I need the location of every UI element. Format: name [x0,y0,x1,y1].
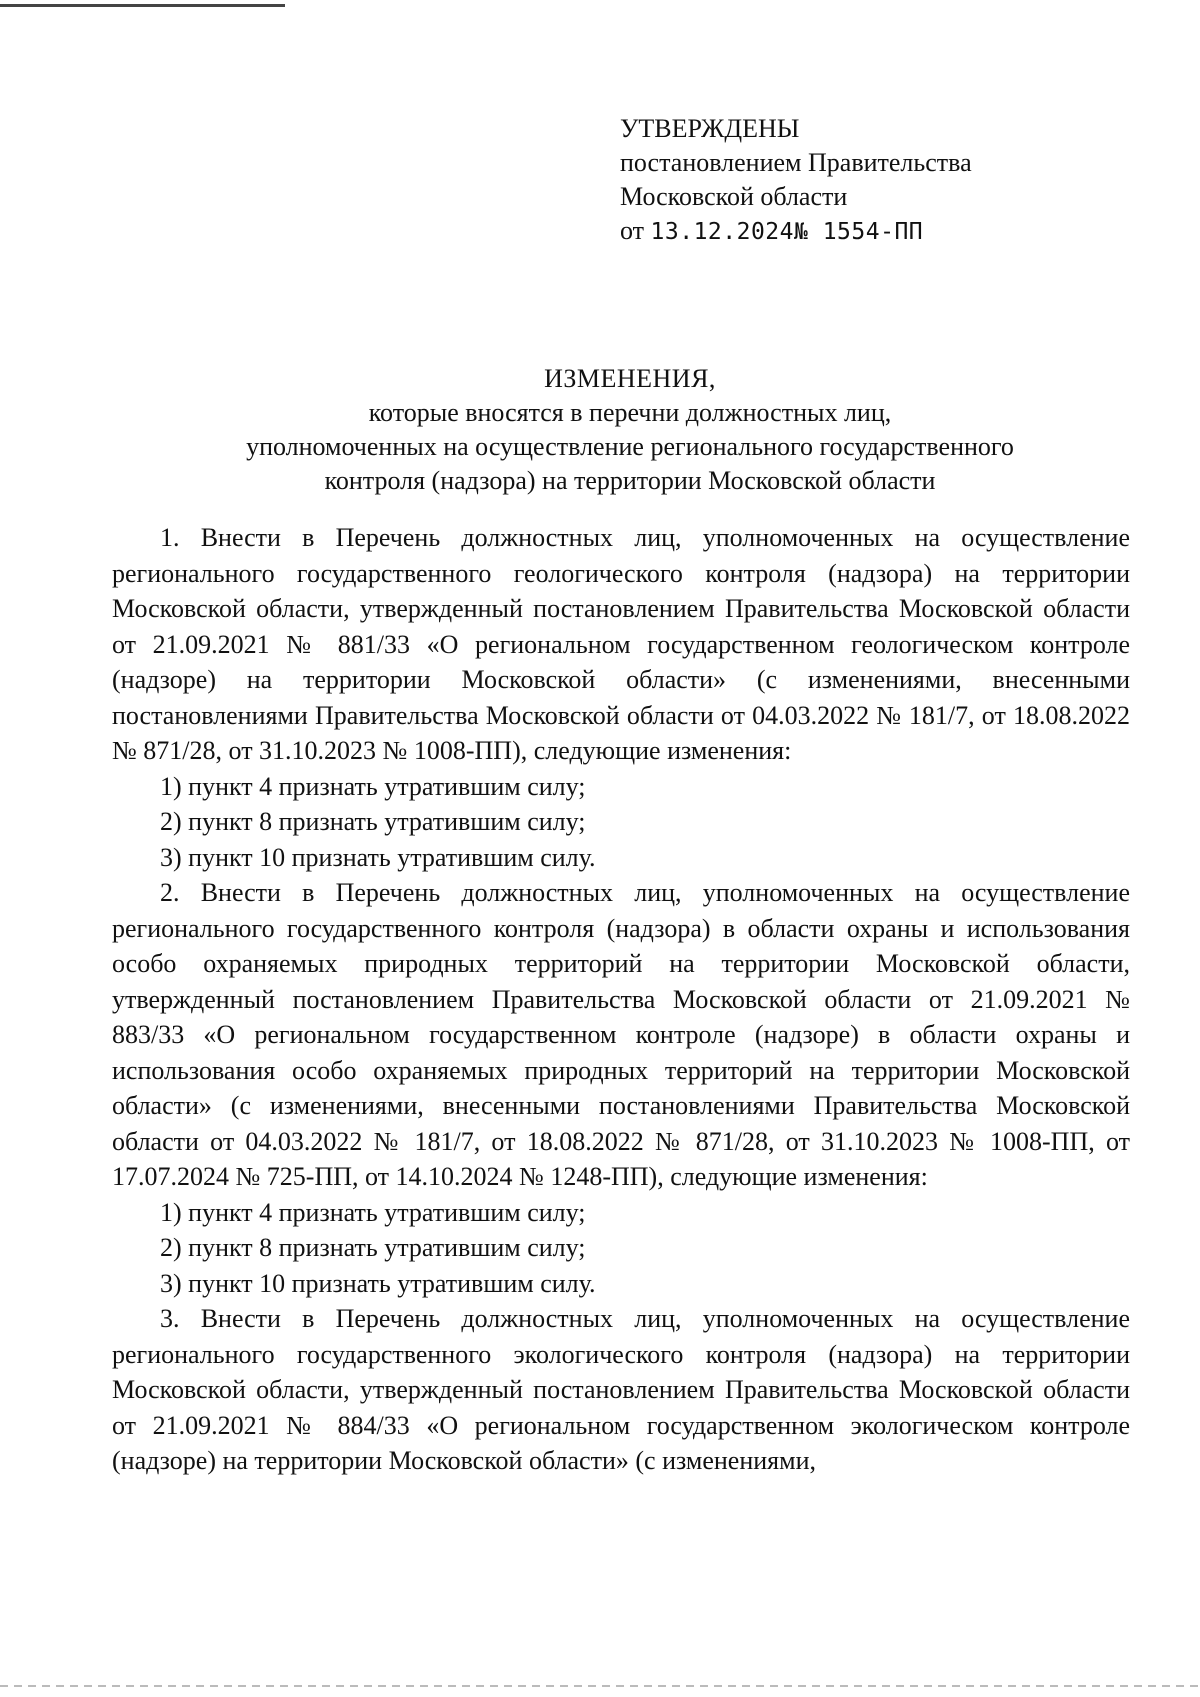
heading-line-3: контроля (надзора) на территории Московской области [324,466,936,495]
section-3-text: 3. Внести в Перечень должностных лиц, уполномоченных на осуществление регионального государственного экологического контроля (надзора) на территории Московской области, утвержденный постановлением Правительства Московской области от 21.09.2021 № 884/33 «О региональном государственном экологическом контроле (надзоре) на территории Московской области» (с изменениями, [112,1304,1130,1475]
approval-date-value: 13.12.2024 [650,219,795,245]
document-body [112,520,1130,1479]
heading-line-1: которые вносятся в перечни должностных лиц, [368,398,892,427]
approval-title: УТВЕРЖДЕНЫ [620,114,800,143]
section-1-item-2: 2) пункт 8 признать утратившим силу; [160,807,586,836]
section-2-item-3: 3) пункт 10 признать утратившим силу. [160,1268,596,1298]
section-1-text: 1. Внести в Перечень должностных лиц, уполномоченных на осуществление регионального государственного геологического контроля (надзора) на территории Московской области, утвержденный постановлением Правительства Московской области от 21.09.2021 № 881/33 «О региональном государственном геологическом контроле (надзоре) на территории Московской области» (с изменениями, внесенными постановлениями Правительства Московской области от 04.03.2022 № 181/7, от 18.08.2022 № 871/28, от 31.10.2023 № 1008-ПП), следующие изменения: [112,523,1130,765]
approval-line-resolution: постановлением Правительства [620,148,972,177]
approval-date-prefix: от [620,216,645,245]
approval-block [620,112,972,249]
section-2-item-2: 2) пункт 8 признать утратившим силу; [160,1233,586,1262]
scan-artifact-footer [0,1685,1200,1687]
heading-line-2: уполномоченных на осуществление регионального государственного [246,432,1014,461]
document-heading [150,362,1110,498]
approval-number-value: № 1554-ПП [794,219,924,245]
section-1-item-3: 3) пункт 10 признать утратившим силу. [160,842,596,872]
section-2-text: 2. Внести в Перечень должностных лиц, уполномоченных на осуществление регионального государственного контроля (надзора) в области охраны и использования особо охраняемых природных территорий на территории Московской области, утвержденный постановлением Правительства Московской области от 21.09.2021 № 883/33 «О региональном государственном контроле (надзоре) в области охраны и использования особо охраняемых природных территорий на территории Московской области» (с изменениями, внесенными постановлениями Правительства Московской области от 04.03.2022 № 181/7, от 18.08.2022 № 871/28, от 31.10.2023 № 1008-ПП, от 17.07.2024 № 725-ПП, от 14.10.2024 № 1248-ПП), следующие изменения: [112,878,1130,1191]
scan-artifact-line [0,4,285,7]
approval-date-line [620,214,972,249]
section-1-item-1: 1) пункт 4 признать утратившим силу; [160,771,586,801]
heading-title: ИЗМЕНЕНИЯ, [544,364,716,393]
approval-line-region: Московской области [620,182,848,211]
section-2-item-1: 1) пункт 4 признать утратившим силу; [160,1197,586,1227]
